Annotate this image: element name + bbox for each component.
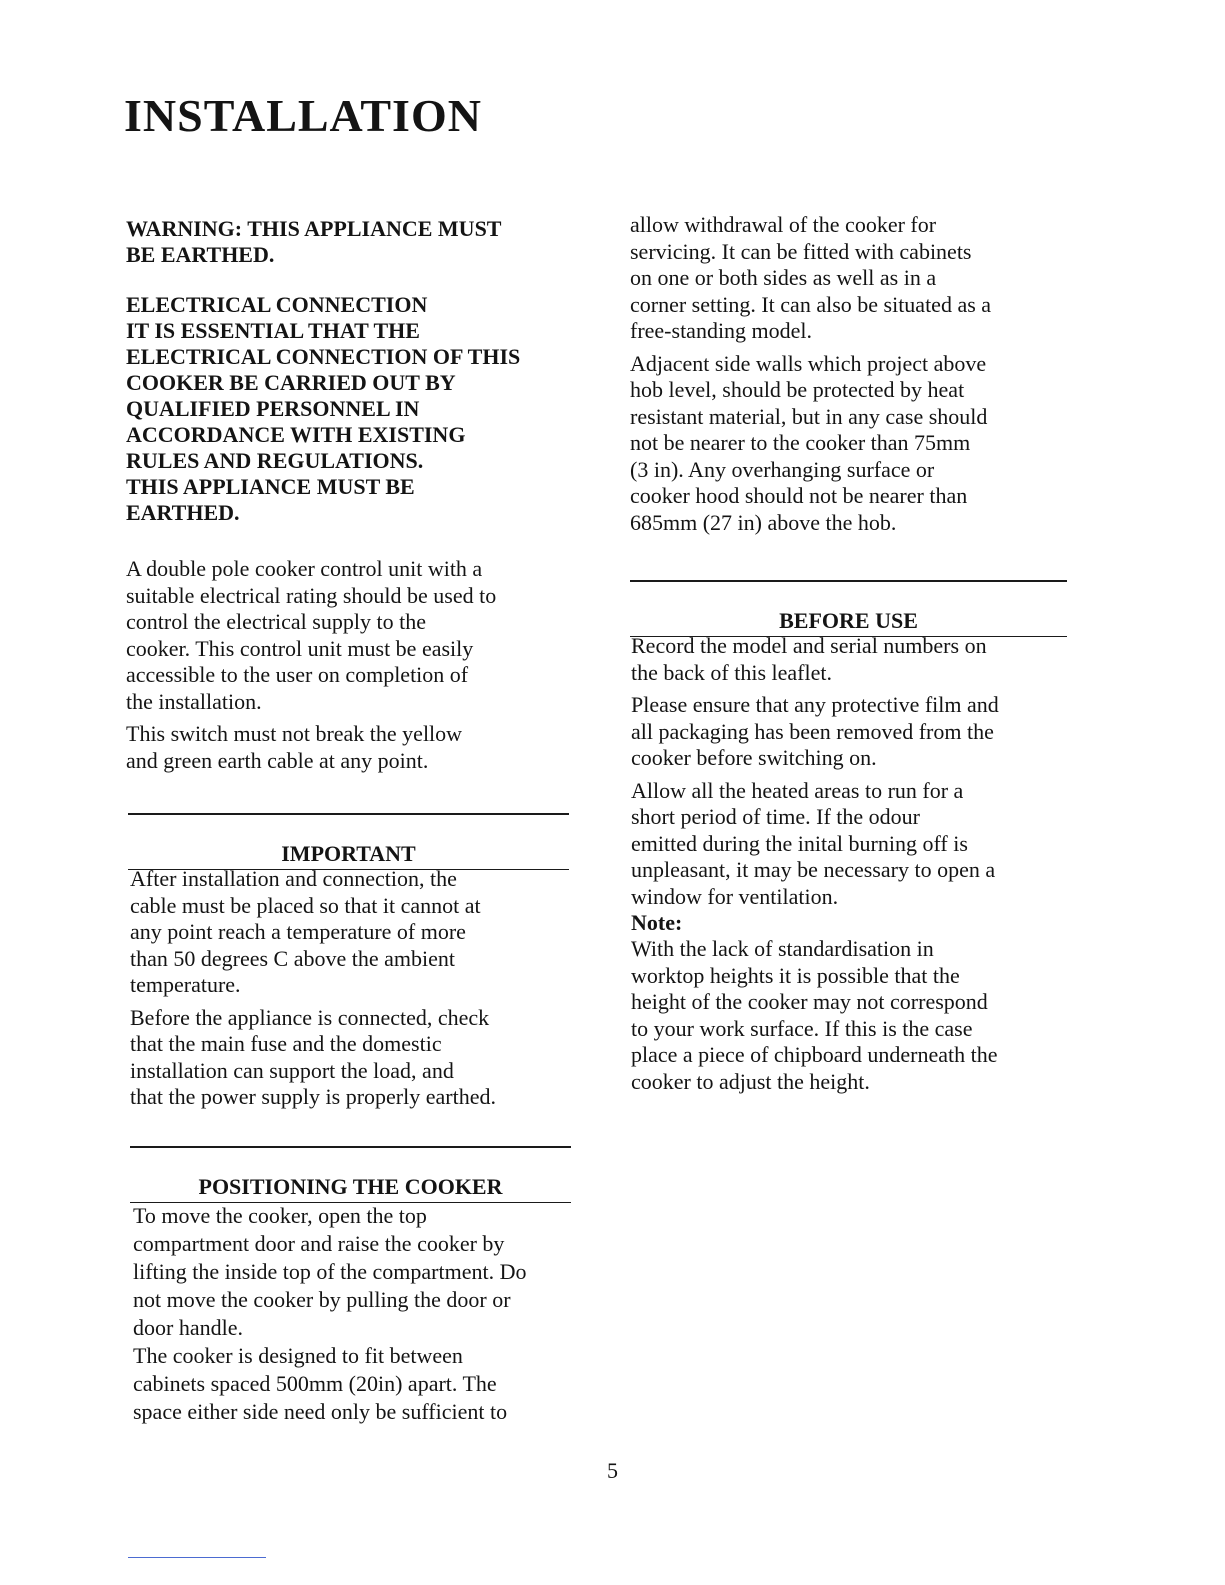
text-line: This switch must not break the yellow bbox=[126, 721, 463, 746]
control-unit-paragraph bbox=[126, 556, 576, 715]
text-line: The cooker is designed to fit between bbox=[133, 1343, 463, 1368]
text-line: hob level, should be protected by heat bbox=[630, 377, 965, 402]
text-line: Please ensure that any protective film and bbox=[631, 692, 999, 717]
text-line: emitted during the inital burning off is bbox=[631, 830, 968, 856]
positioning-section bbox=[133, 1202, 603, 1426]
text-line: cooker to adjust the height. bbox=[631, 1068, 870, 1094]
text-line: allow withdrawal of the cooker for bbox=[630, 212, 937, 237]
text-line: cooker hood should not be nearer than bbox=[630, 483, 968, 508]
text-line: not be nearer to the cooker than 75mm bbox=[630, 430, 971, 455]
text-line: servicing. It can be fitted with cabinets bbox=[630, 238, 972, 264]
bottom-rule bbox=[128, 1557, 266, 1558]
positioning-heading: POSITIONING THE COOKER bbox=[130, 1146, 571, 1203]
text-line: A double pole cooker control unit with a bbox=[126, 556, 483, 581]
positioning-paragraph-1 bbox=[133, 1202, 603, 1342]
text-line: ELECTRICAL CONNECTION OF THIS bbox=[126, 344, 521, 369]
text-line: door handle. bbox=[133, 1315, 243, 1340]
text-line: not move the cooker by pulling the door or bbox=[133, 1287, 511, 1312]
text-line: cabinets spaced 500mm (20in) apart. The bbox=[133, 1371, 497, 1396]
text-line: window for ventilation. bbox=[631, 883, 839, 909]
text-line: any point reach a temperature of more bbox=[130, 919, 466, 944]
text-line: than 50 degrees C above the ambient bbox=[130, 945, 456, 971]
note-paragraph bbox=[631, 936, 1081, 1095]
before-use-paragraph-1 bbox=[631, 633, 1081, 686]
text-line: space either side need only be sufficient to bbox=[133, 1399, 508, 1424]
electrical-connection-notice bbox=[126, 292, 576, 526]
positioning-continuation bbox=[630, 212, 1080, 345]
text-line: free-standing model. bbox=[630, 318, 813, 343]
text-line: that the main fuse and the domestic bbox=[130, 1031, 442, 1056]
text-line: the installation. bbox=[126, 688, 262, 714]
text-line: BE EARTHED. bbox=[126, 242, 275, 267]
text-line: IT IS ESSENTIAL THAT THE bbox=[126, 318, 420, 343]
text-line: all packaging has been removed from the bbox=[631, 718, 994, 744]
before-use-paragraph-3 bbox=[631, 778, 1081, 911]
text-line: on one or both sides as well as in a bbox=[630, 265, 937, 290]
warning-text bbox=[126, 216, 576, 268]
text-line: height of the cooker may not correspond bbox=[631, 989, 988, 1014]
text-line: EARTHED. bbox=[126, 500, 240, 525]
text-line: Before the appliance is connected, check bbox=[130, 1004, 490, 1030]
important-heading: IMPORTANT bbox=[128, 813, 569, 870]
text-line: temperature. bbox=[130, 972, 241, 997]
text-line: lifting the inside top of the compartment. Do bbox=[133, 1259, 527, 1284]
before-use-section bbox=[631, 633, 1081, 1095]
text-line: With the lack of standardisation in bbox=[631, 936, 934, 961]
text-line: worktop heights it is possible that the bbox=[631, 962, 960, 988]
text-line: After installation and connection, the bbox=[130, 866, 457, 891]
text-line: ELECTRICAL CONNECTION bbox=[126, 292, 428, 317]
important-section bbox=[130, 866, 580, 1111]
text-line: installation can support the load, and bbox=[130, 1057, 454, 1083]
right-column bbox=[630, 212, 1080, 536]
text-line: resistant material, but in any case should bbox=[630, 403, 988, 429]
text-line: cable must be placed so that it cannot at bbox=[130, 892, 481, 918]
text-line: to your work surface. If this is the case bbox=[631, 1015, 973, 1041]
text-line: Adjacent side walls which project above bbox=[630, 350, 987, 376]
text-line: unpleasant, it may be necessary to open a bbox=[631, 857, 996, 882]
text-line: 685mm (27 in) above the hob. bbox=[630, 509, 897, 535]
text-line: QUALIFIED PERSONNEL IN bbox=[126, 396, 420, 421]
text-line: cooker before switching on. bbox=[631, 745, 877, 770]
text-line: corner setting. It can also be situated as a bbox=[630, 291, 992, 317]
side-walls-paragraph bbox=[630, 351, 1080, 537]
text-line: WARNING: THIS APPLIANCE MUST bbox=[126, 216, 502, 241]
text-line: ACCORDANCE WITH EXISTING bbox=[126, 422, 466, 447]
text-line: control the electrical supply to the bbox=[126, 609, 426, 634]
text-line: compartment door and raise the cooker by bbox=[133, 1231, 505, 1256]
left-column bbox=[126, 216, 576, 774]
text-line: (3 in). Any overhanging surface or bbox=[630, 456, 935, 482]
important-paragraph-2 bbox=[130, 1005, 580, 1111]
text-line: RULES AND REGULATIONS. bbox=[126, 448, 424, 473]
switch-paragraph bbox=[126, 721, 576, 774]
text-line: THIS APPLIANCE MUST BE bbox=[126, 474, 415, 499]
text-line: suitable electrical rating should be used to bbox=[126, 582, 497, 608]
text-line: short period of time. If the odour bbox=[631, 804, 920, 829]
text-line: accessible to the user on completion of bbox=[126, 662, 469, 687]
page-number: 5 bbox=[607, 1458, 618, 1483]
important-paragraph-1 bbox=[130, 866, 580, 999]
text-line: that the power supply is properly earthed. bbox=[130, 1084, 496, 1109]
text-line: To move the cooker, open the top bbox=[133, 1203, 427, 1228]
text-line: Allow all the heated areas to run for a bbox=[631, 777, 964, 803]
text-line: cooker. This control unit must be easily bbox=[126, 635, 474, 661]
page-title: INSTALLATION bbox=[124, 90, 482, 141]
before-use-paragraph-2 bbox=[631, 692, 1081, 772]
text-line: and green earth cable at any point. bbox=[126, 747, 429, 773]
note-label: Note: bbox=[631, 910, 683, 935]
text-line: the back of this leaflet. bbox=[631, 659, 832, 685]
before-use-heading: BEFORE USE bbox=[630, 580, 1067, 637]
text-line: Record the model and serial numbers on bbox=[631, 633, 987, 658]
positioning-paragraph-2 bbox=[133, 1342, 603, 1426]
text-line: COOKER BE CARRIED OUT BY bbox=[126, 370, 456, 395]
text-line: place a piece of chipboard underneath the bbox=[631, 1042, 998, 1067]
